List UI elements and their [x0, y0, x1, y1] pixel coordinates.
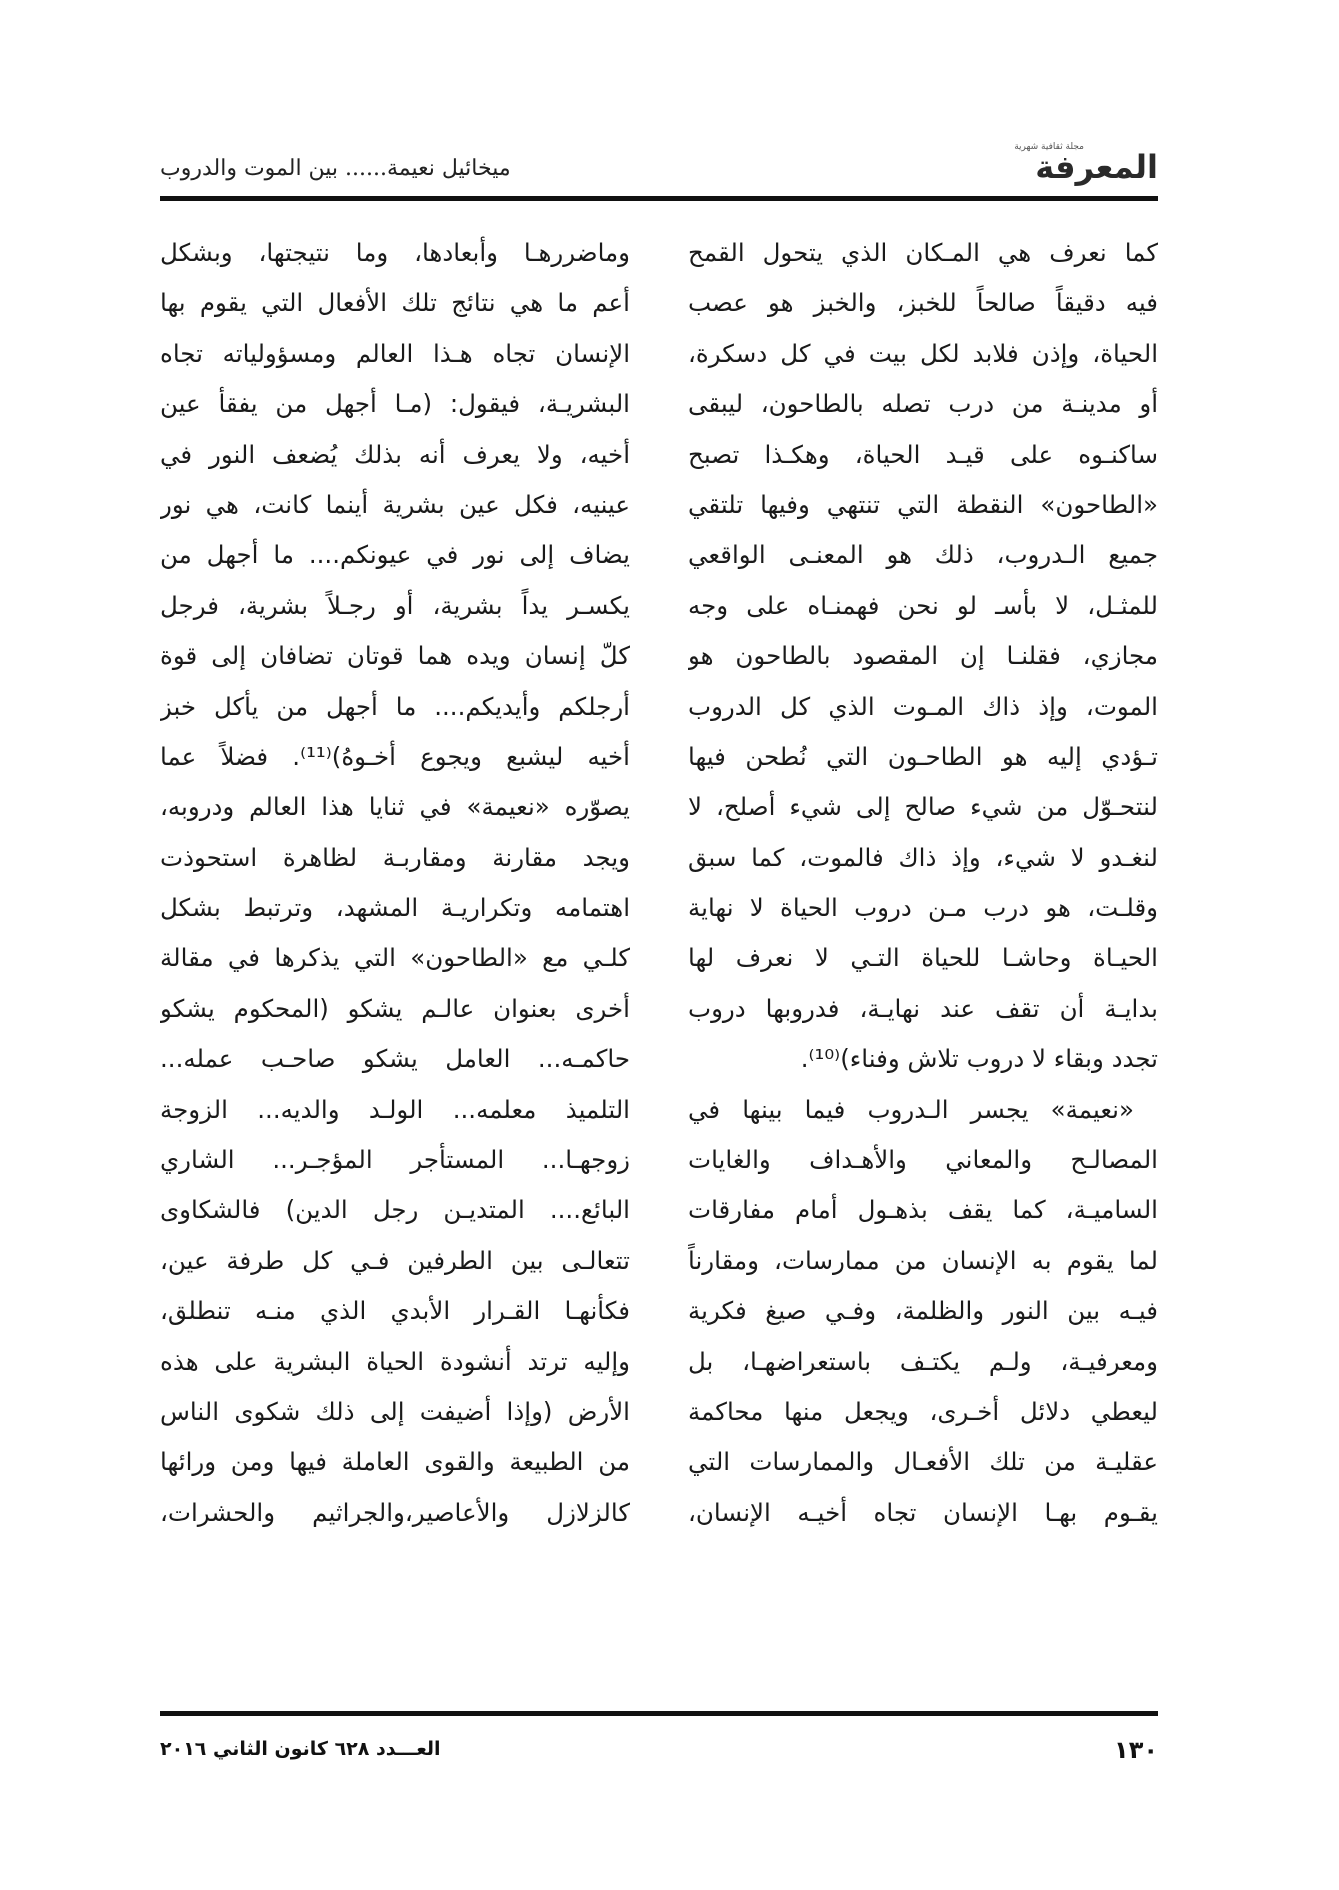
- text-line: الأرض (وإذا أضيفت إلى ذلك شكوى الناس: [160, 1396, 630, 1426]
- text-line: فكأنهـا القـرار الأبدي الذي منـه تنطلق،: [160, 1296, 630, 1326]
- text-line: أرجلكم وأيديكم.... ما أجهل من يأكل خبز: [160, 691, 630, 721]
- text-line: البشريـة، فيقول: (مـا أجهل من يفقأ عين: [160, 389, 630, 419]
- text-line: وقلـت، هو درب مـن دروب الحياة لا نهاية: [688, 893, 1158, 923]
- footer-rule: [160, 1711, 1158, 1716]
- text-line: زوجهـا... المستأجر المؤجـر... الشاري: [160, 1145, 630, 1175]
- text-line: وماضررهـا وأبعادها، وما نتيجتها، وبشكل: [160, 238, 630, 267]
- text-line: كلّ إنسان ويده هما قوتان تضافان إلى قوة: [160, 641, 630, 671]
- text-line: الإنسان تجاه هـذا العالم ومسؤولياته تجاه: [160, 338, 630, 368]
- text-line: ليعطي دلائل أخـرى، ويجعل منها محاكمة: [688, 1396, 1158, 1426]
- text-line: كلـي مع «الطاحون» التي يذكرها في مقالة: [160, 943, 630, 973]
- text-line: تـؤدي إليه هو الطاحـون التي نُطحن فيها: [688, 741, 1158, 771]
- text-line: فيه دقيقاً صالحاً للخبز، والخبز هو عصب: [688, 288, 1158, 318]
- page-footer: [160, 1736, 1158, 1776]
- text-line: اهتمامه وتكراريـة المشهد، وترتبط بشكل: [160, 893, 630, 923]
- text-line: لما يقوم به الإنسان من ممارسات، ومقارناً: [688, 1245, 1158, 1275]
- text-line: «الطاحون» النقطة التي تنتهي وفيها تلتقي: [688, 489, 1158, 519]
- issue-info: العـــدد ٦٢٨ كانون الثاني ٢٠١٦: [160, 1738, 441, 1760]
- text-line: لنغـدو لا شيء، وإذ ذاك فالموت، كما سبق: [688, 842, 1158, 872]
- text-line: بدايـة أن تقف عند نهايـة، فدروبها دروب: [688, 993, 1158, 1023]
- text-line: كما نعرف هي المـكان الذي يتحول القمح: [688, 238, 1158, 267]
- text-line: أعم ما هي نتائج تلك الأفعال التي يقوم بها: [160, 288, 630, 318]
- text-line: ومعرفيـة، ولـم يكتـف باستعراضهـا، بل: [688, 1346, 1158, 1376]
- text-line: عقليـة من تلك الأفعـال والممارسات التي: [688, 1447, 1158, 1477]
- text-line: تجدد وبقاء لا دروب تلاش وفناء)⁽¹⁰⁾.: [800, 1044, 1158, 1074]
- text-line: وإليه ترتد أنشودة الحياة البشرية على هذه: [160, 1346, 630, 1376]
- text-line: أخيه ليشبع ويجوع أخـوهُ)⁽¹¹⁾. فضلاً عما: [160, 741, 630, 771]
- text-line: أو مدينـة من درب تصله بالطاحون، ليبقى: [688, 389, 1158, 419]
- text-line: تتعالـى بين الطرفين فـي كل طرفة عين،: [160, 1245, 630, 1275]
- text-line: فيـه بين النور والظلمة، وفـي صيغ فكرية: [688, 1296, 1158, 1326]
- text-line: جميع الـدروب، ذلك هو المعنـى الواقعي: [688, 540, 1158, 570]
- text-column-left: [160, 228, 630, 1708]
- text-line: أخرى بعنوان عالـم يشكو (المحكوم يشكو: [160, 993, 630, 1023]
- text-line: من الطبيعة والقوى العاملة فيها ومن ورائها: [160, 1447, 630, 1477]
- text-line: يضاف إلى نور في عيونكم.... ما أجهل من: [160, 540, 630, 570]
- text-line: يكسـر يداً بشرية، أو رجـلاً بشرية، فرجل: [160, 590, 630, 620]
- text-line: حاكمـه... العامل يشكو صاحـب عمله...: [160, 1044, 630, 1074]
- text-line: كالزلازل والأعاصير،والجراثيم والحشرات،: [160, 1497, 630, 1527]
- text-line: البائع.... المتديـن رجل الدين) فالشكاوى: [160, 1195, 630, 1225]
- text-line: «نعيمة» يجسر الـدروب فيما بينها في: [688, 1094, 1134, 1124]
- text-line: المصالـح والمعاني والأهـداف والغايات: [688, 1145, 1158, 1175]
- text-column-right: [688, 228, 1158, 1708]
- text-line: الموت، وإذ ذاك المـوت الذي كل الدروب: [688, 691, 1158, 721]
- text-line: للمثـل، لا بأسـ لو نحن فهمنـاه على وجه: [688, 590, 1158, 620]
- text-line: الحياة، وإذن فلابد لكل بيت في كل دسكرة،: [688, 338, 1158, 368]
- header-rule: [160, 196, 1158, 201]
- text-line: الحيـاة وحاشـا للحياة التـي لا نعرف لها: [688, 943, 1158, 973]
- text-line: يقـوم بهـا الإنسان تجاه أخيـه الإنسان،: [688, 1497, 1158, 1527]
- running-title: ميخائيل نعيمة...... بين الموت والدروب: [160, 156, 511, 181]
- text-line: الساميـة، كما يقف بذهـول أمام مفارقات: [688, 1195, 1158, 1225]
- logo-tagline: مجلة ثقافية شهرية: [1014, 142, 1084, 152]
- text-line: ويجد مقارنة ومقاربـة لظاهرة استحوذت: [160, 842, 630, 872]
- text-line: التلميذ معلمه... الولـد والديه... الزوجة: [160, 1094, 630, 1124]
- text-line: أخيه، ولا يعرف أنه بذلك يُضعف النور في: [160, 439, 630, 469]
- text-line: مجازي، فقلنـا إن المقصود بالطاحون هو: [688, 641, 1158, 671]
- page-header: [160, 142, 1158, 194]
- magazine-logo: المعرفة: [1035, 148, 1158, 186]
- text-line: ساكنـوه على قيـد الحياة، وهكـذا تصبح: [688, 439, 1158, 469]
- page-number: ١٣٠: [1114, 1736, 1158, 1764]
- text-line: يصوّره «نعيمة» في ثنايا هذا العالم ودروبه،: [160, 792, 630, 822]
- text-line: لنتحـوّل من شيء صالح إلى شيء أصلح، لا: [688, 792, 1158, 822]
- text-line: عينيه، فكل عين بشرية أينما كانت، هي نور: [160, 489, 630, 519]
